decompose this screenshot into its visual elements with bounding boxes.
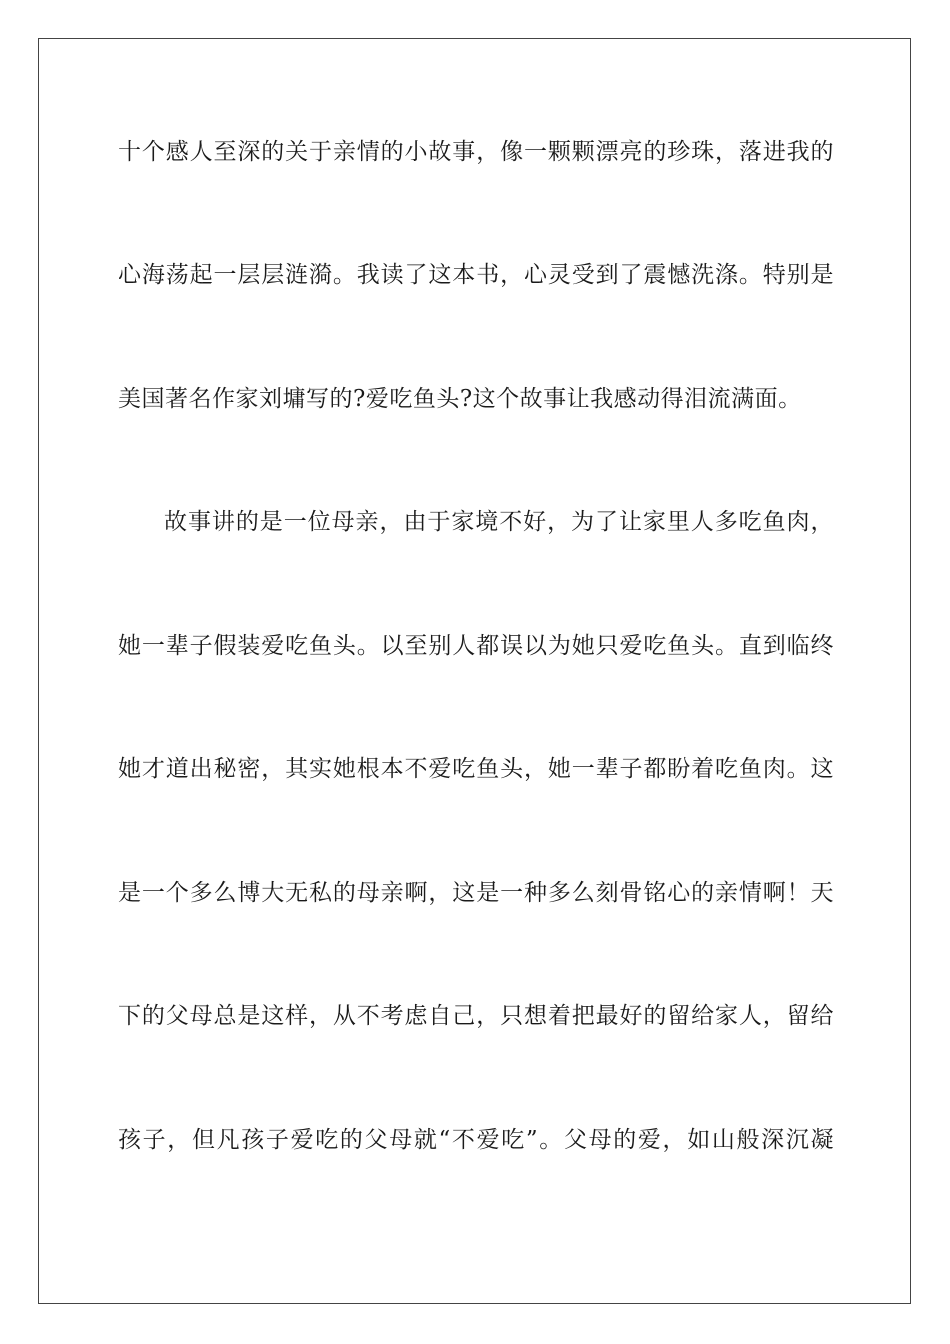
page-border bbox=[38, 38, 911, 1304]
text-line-8: 下的父母总是这样，从不考虑自己，只想着把最好的留给家人，留给 bbox=[118, 1003, 834, 1029]
text-line-1: 十个感人至深的关于亲情的小故事，像一颗颗漂亮的珍珠，落进我的 bbox=[118, 139, 834, 165]
text-line-2: 心海荡起一层层涟漪。我读了这本书，心灵受到了震憾洗涤。特别是 bbox=[118, 262, 834, 288]
text-line-5: 她一辈子假装爱吃鱼头。以至别人都误以为她只爱吃鱼头。直到临终 bbox=[118, 633, 834, 659]
text-line-3: 美国著名作家刘墉写的?爱吃鱼头?这个故事让我感动得泪流满面。 bbox=[118, 386, 802, 412]
text-line-9: 孩子，但凡孩子爱吃的父母就“不爱吃”。父母的爱，如山般深沉凝 bbox=[118, 1127, 834, 1153]
text-line-4-paragraph-start: 故事讲的是一位母亲，由于家境不好，为了让家里人多吃鱼肉， bbox=[164, 509, 834, 535]
text-line-7: 是一个多么博大无私的母亲啊，这是一种多么刻骨铭心的亲情啊！天 bbox=[118, 880, 834, 906]
text-line-6: 她才道出秘密，其实她根本不爱吃鱼头，她一辈子都盼着吃鱼肉。这 bbox=[118, 756, 834, 782]
